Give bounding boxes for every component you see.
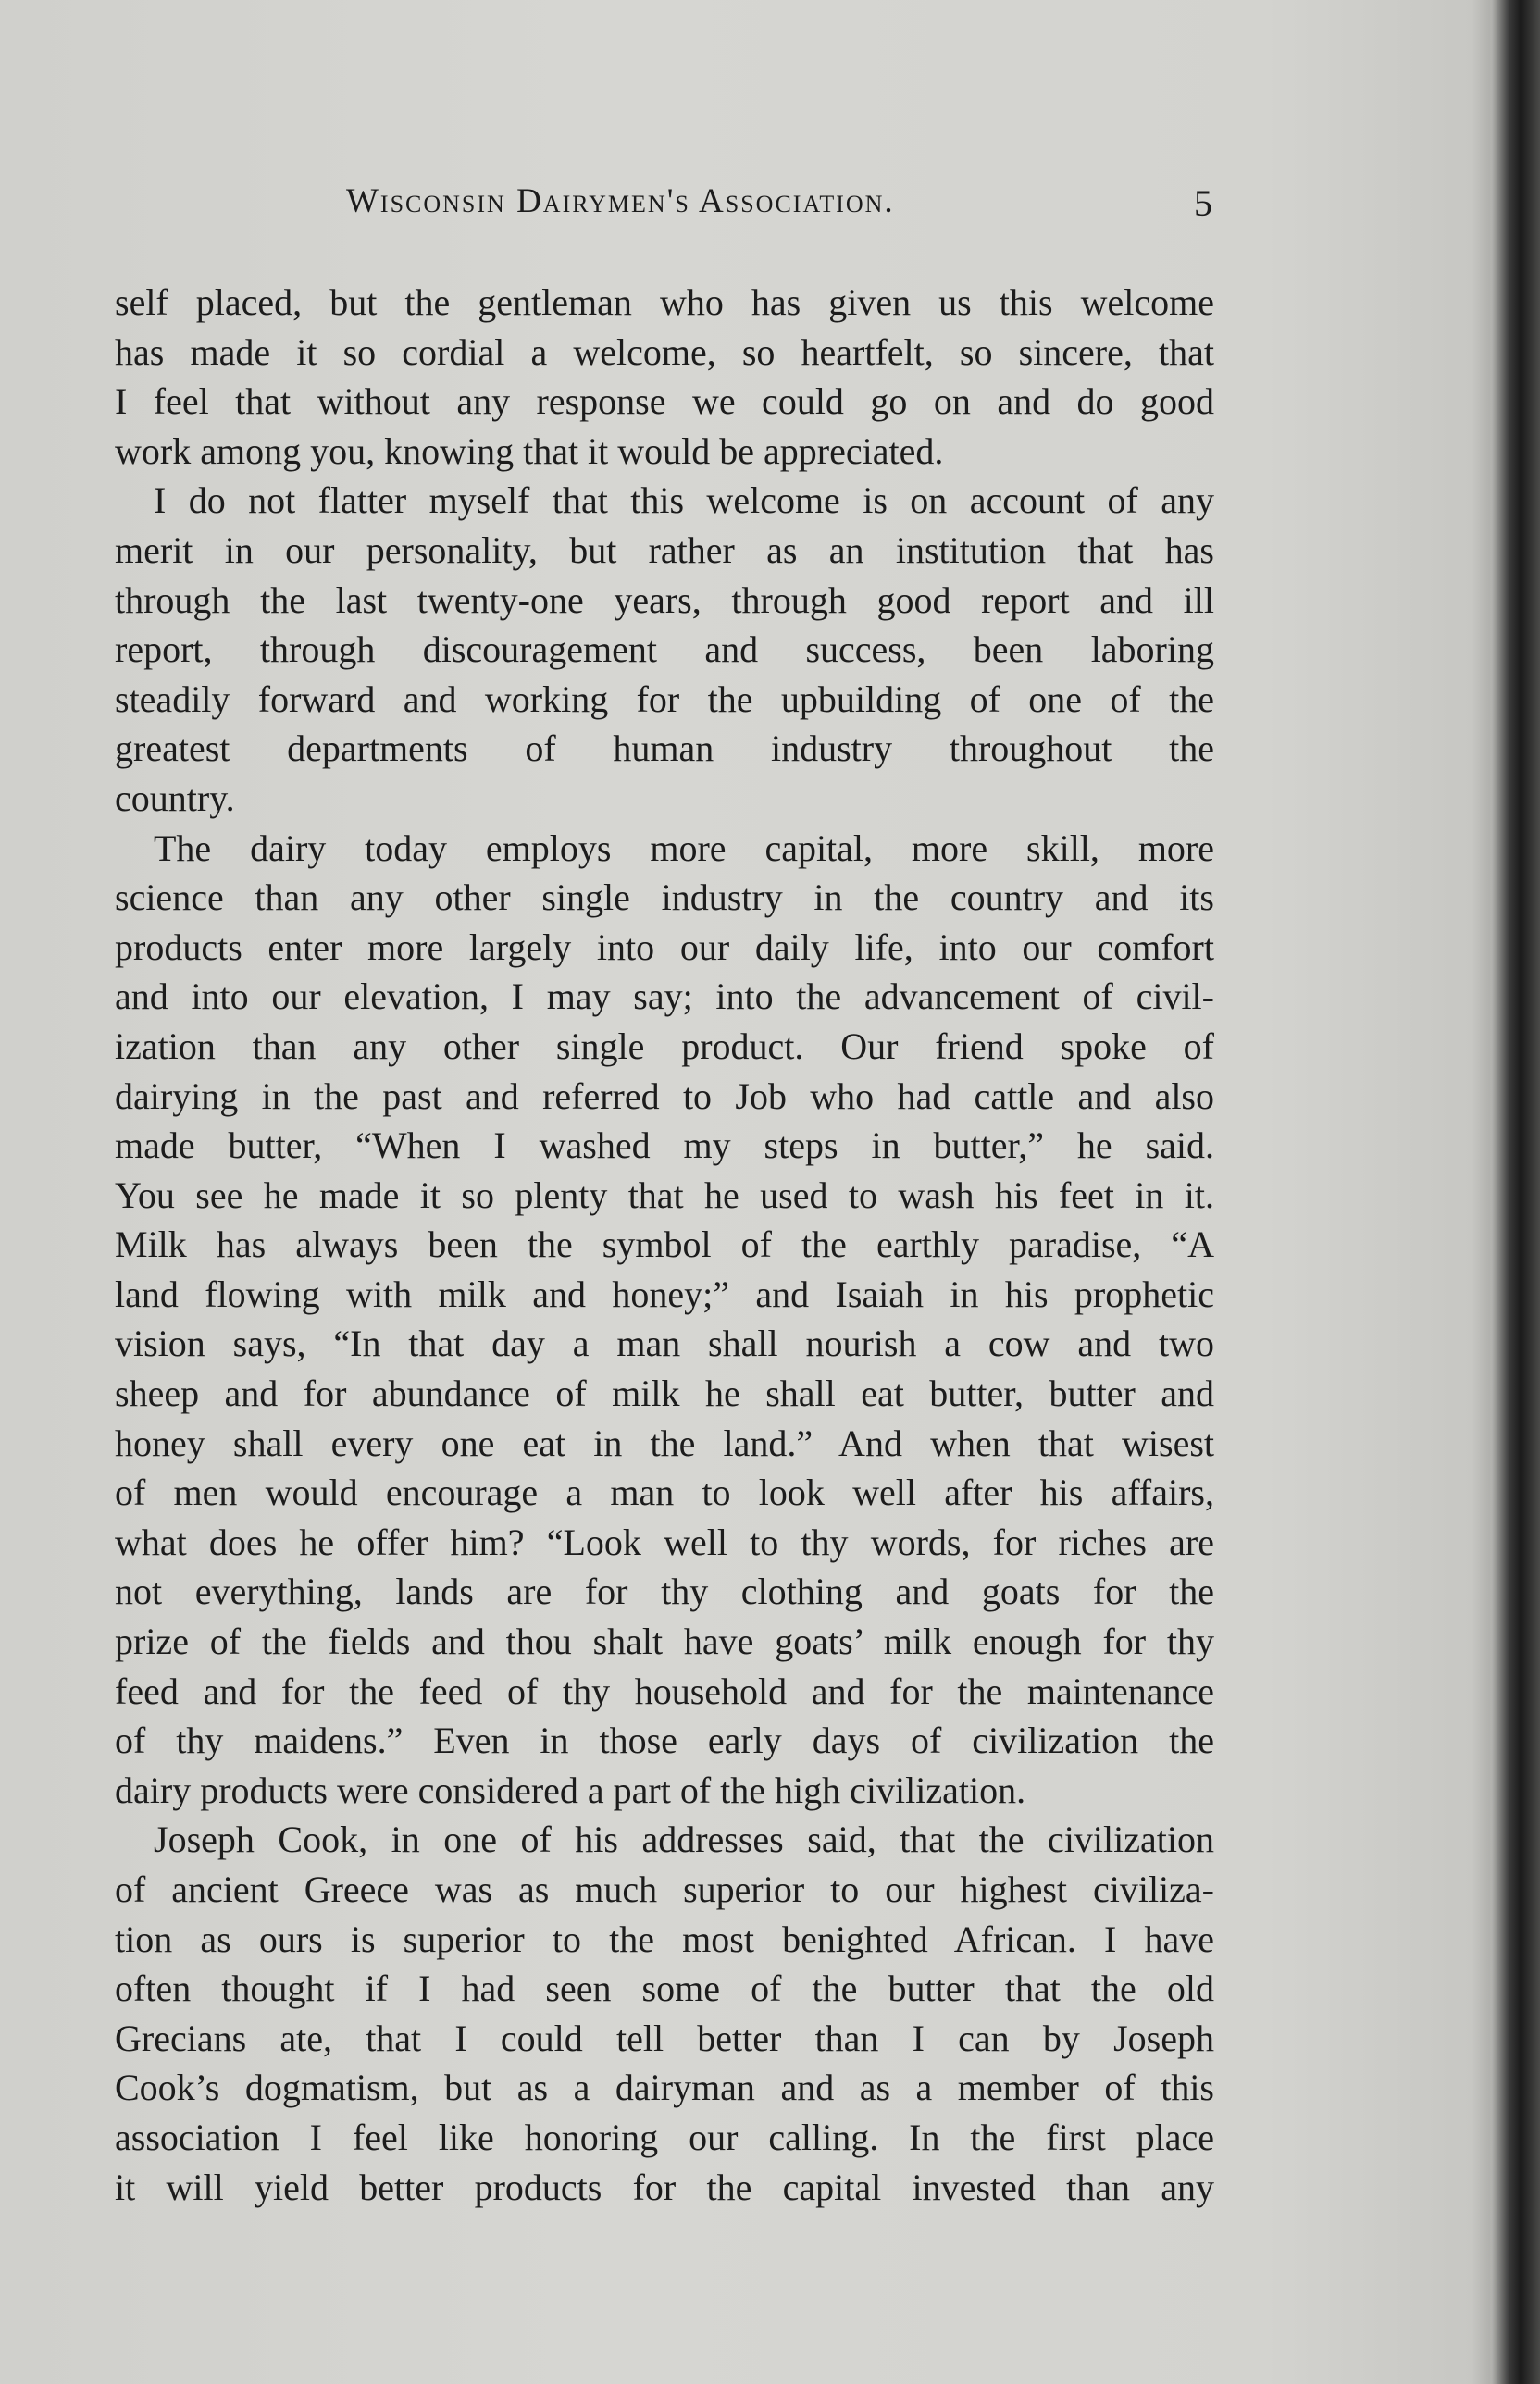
text-line: The dairy today employs more capital, more skill, more <box>154 826 1214 869</box>
body-text <box>115 278 1214 2212</box>
text-line: report, through discouragement and success, been laboring <box>115 628 1214 671</box>
running-title: Wisconsin Dairymen's Association. <box>346 182 895 220</box>
text-line: I do not flatter myself that this welcome is on account of any <box>154 479 1214 522</box>
text-line: made butter, “When I washed my steps in butter,” he said. <box>115 1124 1214 1167</box>
text-line: greatest departments of human industry throughout the <box>115 727 1214 770</box>
text-line: honey shall every one eat in the land.” And when that wisest <box>115 1422 1214 1464</box>
text-line: You see he made it so plenty that he used to wash his feet in it. <box>115 1173 1214 1216</box>
text-line: through the last twenty-one years, through good report and ill <box>115 578 1214 621</box>
page-number: 5 <box>1194 182 1212 224</box>
text-line: self placed, but the gentleman who has given us this welcome <box>115 281 1214 323</box>
text-line: and into our elevation, I may say; into the advancement of civil- <box>115 975 1214 1018</box>
text-line: country. <box>115 776 235 819</box>
text-line: dairy products were considered a part of the high civilization. <box>115 1769 1026 1811</box>
text-line: merit in our personality, but rather as an institution that has <box>115 528 1214 571</box>
text-line: it will yield better products for the capital invested than any <box>115 2166 1214 2208</box>
text-line: vision says, “In that day a man shall nourish a cow and two <box>115 1322 1214 1365</box>
text-line: land flowing with milk and honey;” and Isaiah in his prophetic <box>115 1273 1214 1315</box>
running-header <box>346 181 1212 237</box>
text-line: sheep and for abundance of milk he shall eat butter, butter and <box>115 1372 1214 1415</box>
text-line: dairying in the past and referred to Job who had cattle and also <box>115 1074 1214 1117</box>
text-line: of ancient Greece was as much superior to our highest civiliza- <box>115 1869 1214 1910</box>
text-line: tion as ours is superior to the most benighted African. I have <box>115 1918 1214 1960</box>
page-edge-shadow <box>1472 0 1540 2384</box>
text-line: Milk has always been the symbol of the earthly paradise, “A <box>115 1223 1214 1266</box>
text-line: feed and for the feed of thy household and for the maintenance <box>115 1670 1214 1712</box>
text-line: not everything, lands are for thy clothing and goats for the <box>115 1571 1214 1613</box>
text-line: Joseph Cook, in one of his addresses said, that the civilization <box>154 1819 1214 1861</box>
text-line: what does he offer him? “Look well to thy words, for riches are <box>115 1521 1214 1563</box>
text-line: I feel that without any response we could go on and do good <box>115 380 1214 423</box>
text-line: often thought if I had seen some of the butter that the old <box>115 1968 1214 2010</box>
text-line: work among you, knowing that it would be appreciated. <box>115 429 944 472</box>
text-line: of thy maidens.” Even in those early days of civilization the <box>115 1720 1214 1762</box>
text-line: Cook’s dogmatism, but as a dairyman and as a member of this <box>115 2067 1214 2109</box>
text-line: steadily forward and working for the upbuilding of one of the <box>115 677 1214 720</box>
text-line: products enter more largely into our daily life, into our comfort <box>115 925 1214 968</box>
text-line: of men would encourage a man to look well after his affairs, <box>115 1471 1214 1514</box>
text-line: Grecians ate, that I could tell better than I can by Joseph <box>115 2017 1214 2059</box>
text-line: has made it so cordial a welcome, so heartfelt, so sincere, that <box>115 330 1214 373</box>
text-line: prize of the fields and thou shalt have goats’ milk enough for thy <box>115 1620 1214 1663</box>
text-line: science than any other single industry in the country and its <box>115 876 1214 919</box>
text-line: ization than any other single product. Our friend spoke of <box>115 1024 1214 1067</box>
text-line: association I feel like honoring our calling. In the first place <box>115 2116 1214 2158</box>
